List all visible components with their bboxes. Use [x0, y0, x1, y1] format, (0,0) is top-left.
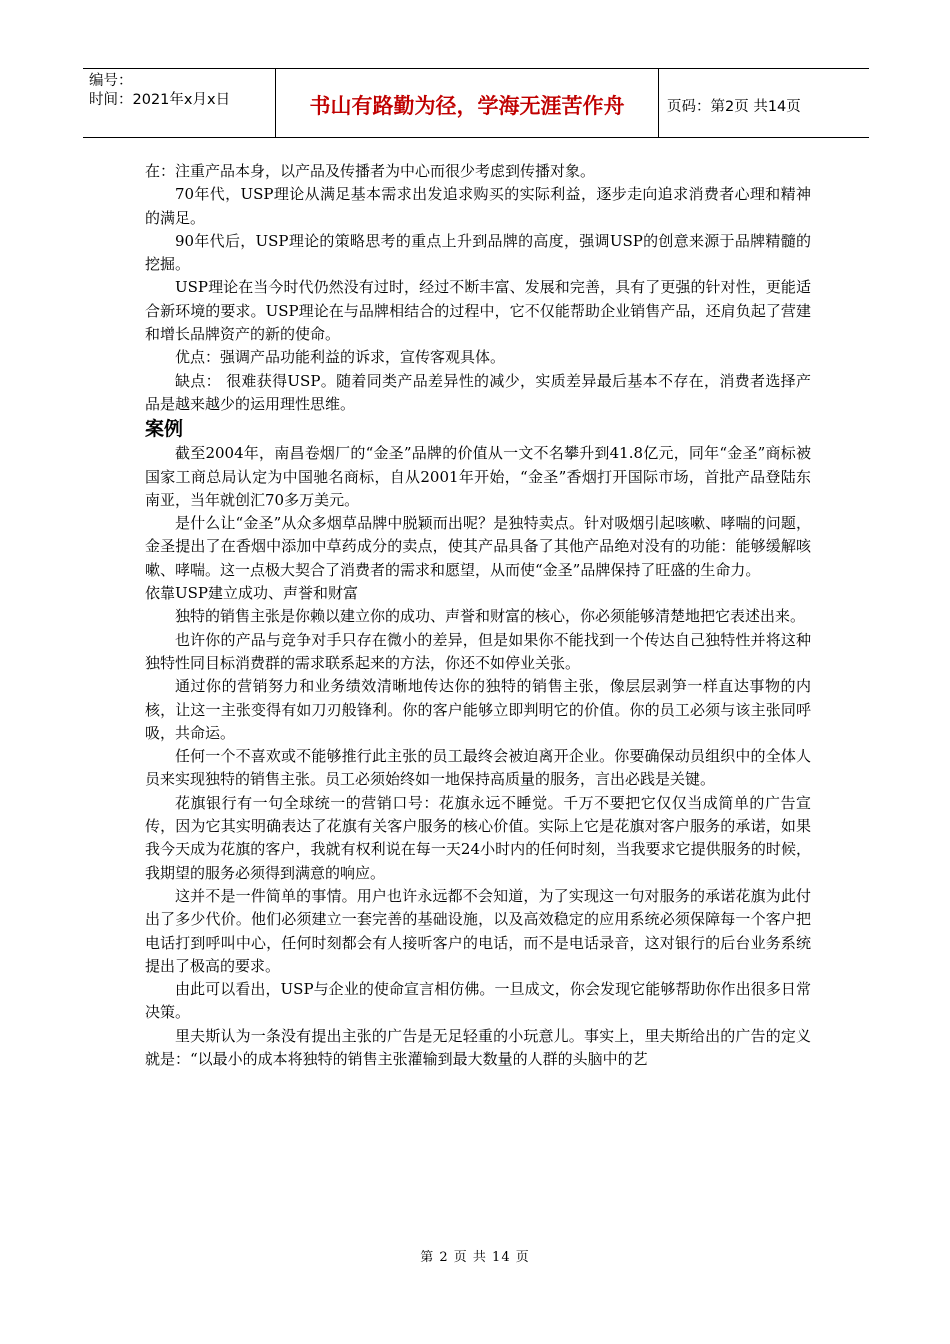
page-header [83, 68, 869, 138]
paragraph: 在：注重产品本身，以产品及传播者为中心而很少考虑到传播对象。 [145, 162, 596, 180]
paragraph: 由此可以看出，USP与企业的使命宣言相仿佛。一旦成文，你会发现它能够帮助你作出很多日常决策。 [145, 980, 811, 1022]
paragraph: 花旗银行有一句全球统一的营销口号：花旗永远不睡觉。千万不要把它仅仅当成简单的广告宣传，因为它其实明确表达了花旗有关客户服务的核心价值。实际上它是花旗对客户服务的承诺，如果我今天成为花旗的客户，我就有权利说在每一天24小时内的任何时刻，当我要求它提供服务的时候，我期望的服务必须得到满意的响应。 [145, 793, 811, 882]
paragraph: 截至2004年，南昌卷烟厂的“金圣”品牌的价值从一文不名攀升到41.8亿元，同年“金圣”商标被国家工商总局认定为中国驰名商标，自从2001年开始，“金圣”香烟打开国际市场，首批产品登陆东南亚，当年就创汇70多万美元。 [145, 444, 811, 509]
paragraph: 任何一个不喜欢或不能够推行此主张的员工最终会被迫离开企业。你要确保动员组织中的全体人员来实现独特的销售主张。员工必须始终如一地保持高质量的服务，言出必践是关键。 [145, 747, 811, 789]
header-page-number: 页码：第2页 共14页 [667, 98, 801, 115]
subheading: 依靠USP建立成功、声誉和财富 [145, 584, 359, 603]
paragraph: 也许你的产品与竞争对手只存在微小的差异，但是如果你不能找到一个传达自己独特性并将这种独特性同目标消费群的需求联系起来的方法，你还不如停业关张。 [145, 630, 811, 672]
header-meta [83, 69, 276, 137]
paragraph: 里夫斯认为一条没有提出主张的广告是无足轻重的小玩意儿。事实上，里夫斯给出的广告的定义就是：“以最小的成本将独特的销售主张灌输到最大数量的人群的头脑中的艺 [145, 1026, 811, 1068]
document-number-label: 编号： [89, 73, 133, 89]
section-heading: 案例 [145, 418, 184, 441]
paragraph: USP理论在当今时代仍然没有过时，经过不断丰富、发展和完善，具有了更强的针对性，更能适合新环境的要求。USP理论在与品牌相结合的过程中，它不仅能帮助企业销售产品，还肩负起了营建和增长品牌资产的新的使命。 [145, 278, 811, 344]
paragraph: 独特的销售主张是你赖以建立你的成功、声誉和财富的核心，你必须能够清楚地把它表述出来。 [175, 607, 806, 626]
document-body [145, 160, 811, 1071]
paragraph: 这并不是一件简单的事情。用户也许永远都不会知道，为了实现这一句对服务的承诺花旗为此付出了多少代价。他们必须建立一套完善的基础设施，以及高效稳定的应用系统必须保障每一个客户把电话打到呼叫中心，任何时刻都会有人接听客户的电话，而不是电话录音，这对银行的后台业务系统提出了极高的要求。 [145, 886, 811, 975]
paragraph-disadvantages: 缺点： 很难获得USP。随着同类产品差异性的减少，实质差异最后基本不存在，消费者选择产品是越来越少的运用理性思维。 [145, 371, 811, 413]
paragraph: 90年代后，USP理论的策略思考的重点上升到品牌的高度，强调USP的创意来源于品牌精髓的挖掘。 [145, 231, 811, 274]
paragraph-advantages: 优点：强调产品功能利益的诉求，宣传客观具体。 [175, 348, 506, 367]
page-footer: 第 2 页 共 14 页 [420, 1250, 530, 1265]
paragraph: 是什么让“金圣”从众多烟草品牌中脱颖而出呢？是独特卖点。针对吸烟引起咳嗽、哮喘的问题，金圣提出了在香烟中添加中草药成分的卖点，使其产品具备了其他产品绝对没有的功能：能够缓解咳嗽、哮喘。这一点极大契合了消费者的需求和愿望，从而使“金圣”品牌保持了旺盛的生命力。 [145, 514, 811, 579]
paragraph: 70年代，USP理论从满足基本需求出发追求购买的实际利益，逐步走向追求消费者心理和精神的满足。 [145, 185, 811, 227]
header-motto: 书山有路勤为径，学海无涯苦作舟 [276, 69, 659, 137]
document-date-label: 时间：2021年x月x日 [89, 92, 231, 108]
paragraph: 通过你的营销努力和业务绩效清晰地传达你的独特的销售主张，像层层剥笋一样直达事物的内核，让这一主张变得有如刀刃般锋利。你的客户能够立即判明它的价值。你的员工必须与该主张同呼吸，共命运。 [145, 677, 811, 742]
